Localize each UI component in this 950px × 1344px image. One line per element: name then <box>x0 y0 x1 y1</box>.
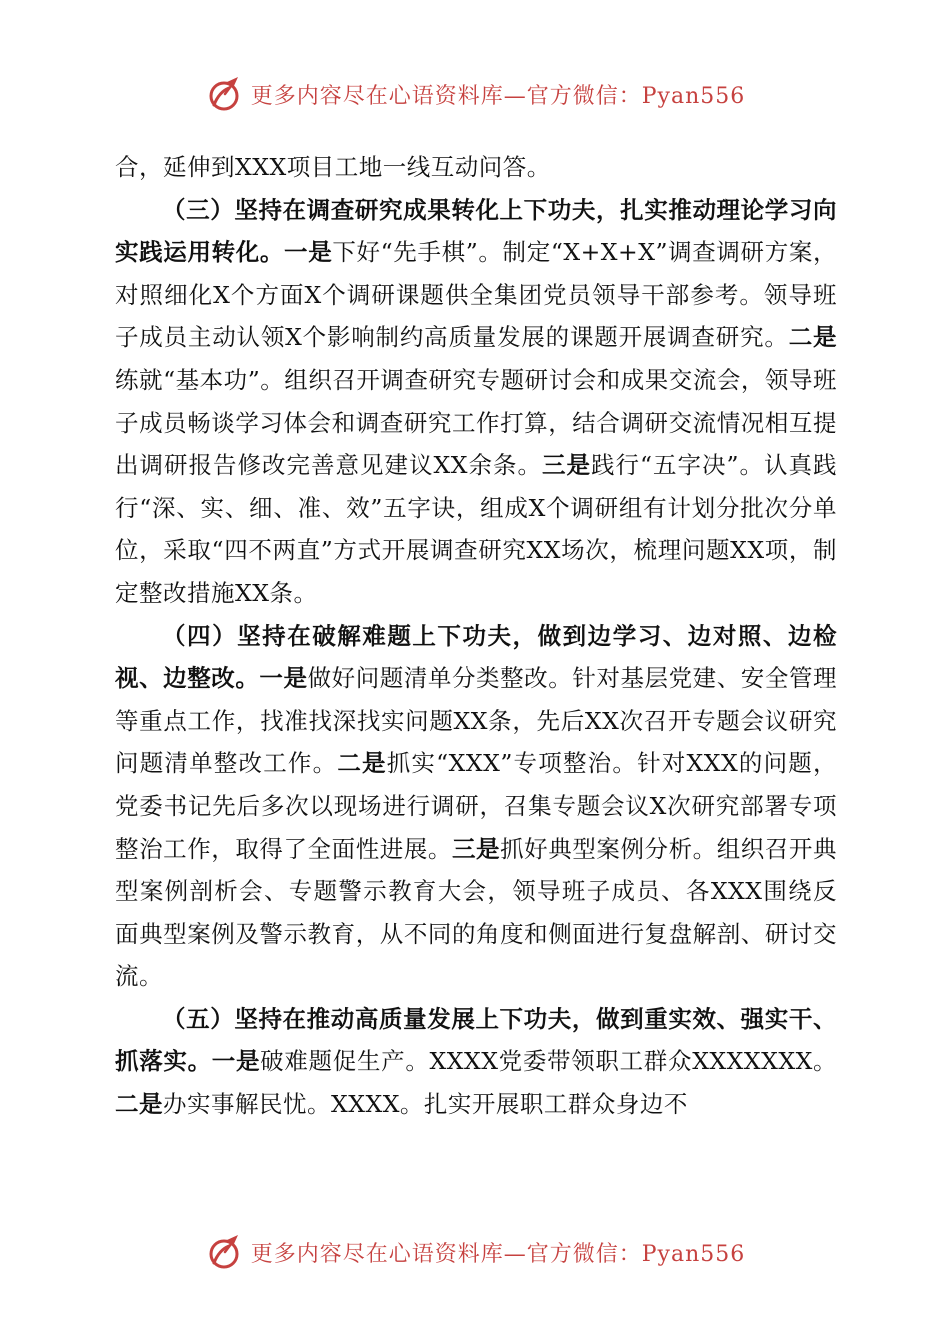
point-marker: 二是 <box>337 749 387 778</box>
document-body <box>115 146 837 1126</box>
paragraph-text: 办实事解民忧。XXXX。扎实开展职工群众身边不 <box>163 1090 688 1119</box>
paragraph-text: 合，延伸到XXX项目工地一线互动问答。 <box>115 153 551 181</box>
point-marker: 三是 <box>451 834 501 863</box>
footer-banner <box>0 1232 950 1272</box>
section-heading: （三）坚持在调查研究成果转化上下功夫，扎实推动理论学习向实践运用转化。 <box>115 195 837 267</box>
header-banner <box>0 74 950 114</box>
paragraph <box>115 998 837 1126</box>
section-heading: （四）坚持在破解难题上下功夫，做到边学习、边对照、边检视、边整改。 <box>115 621 837 693</box>
point-marker: 三是 <box>541 451 591 480</box>
header-banner-text: 更多内容尽在心语资料库—官方微信：Pyan556 <box>250 83 746 109</box>
paragraph-text: 践行“五字决”。认真践行“深、实、细、准、效”五字诀，组成X个调研组有计划分批次分单位，采取“四不两直”方式开展调查研究XX场次，梳理问题XX项，制定整改措施XX条。 <box>115 451 837 607</box>
paragraph-text: 抓好典型案例分析。组织召开典型案例剖析会、专题警示教育大会，领导班子成员、各XXX围绕反面典型案例及警示教育，从不同的角度和侧面进行复盘解剖、研讨交流。 <box>115 834 838 991</box>
paragraph-text: 抓实“XXX”专项整治。针对XXX的问题，党委书记先后多次以现场进行调研，召集专题会议X次研究部署专项整治工作，取得了全面性进展。 <box>115 749 837 863</box>
point-marker: 一是 <box>259 664 308 693</box>
paragraph-text: 破难题促生产。XXXX党委带领职工群众XXXXXXX。 <box>260 1047 838 1076</box>
point-marker: 一是 <box>211 1047 261 1076</box>
point-marker: 二是 <box>115 1090 163 1119</box>
footer-banner-text: 更多内容尽在心语资料库—官方微信：Pyan556 <box>250 1241 746 1267</box>
paragraph <box>115 146 837 189</box>
paragraph <box>115 189 837 615</box>
point-marker: 一是 <box>284 238 333 267</box>
section-heading: （五）坚持在推动高质量发展上下功夫，做到重实效、强实干、抓落实。 <box>115 1004 837 1076</box>
paragraph-text: 做好问题清单分类整改。针对基层党建、安全管理等重点工作，找准找深找实问题XX条，先后XX次召开专题会议研究问题清单整改工作。 <box>115 664 838 778</box>
paragraph-text: 下好“先手棋”。制定“X+X+X”调查调研方案，对照细化X个方面X个调研课题供全集团党员领导干部参考。领导班子成员主动认领X个影响制约高质量发展的课题开展调查研究。 <box>115 238 837 352</box>
brand-logo-icon <box>205 74 245 114</box>
paragraph-text: 练就“基本功”。组织召开调查研究专题研讨会和成果交流会，领导班子成员畅谈学习体会和调查研究工作打算，结合调研交流情况相互提出调研报告修改完善意见建议XX余条。 <box>115 365 837 480</box>
brand-logo-icon <box>205 1232 245 1272</box>
paragraph <box>115 615 837 998</box>
point-marker: 二是 <box>788 323 838 352</box>
